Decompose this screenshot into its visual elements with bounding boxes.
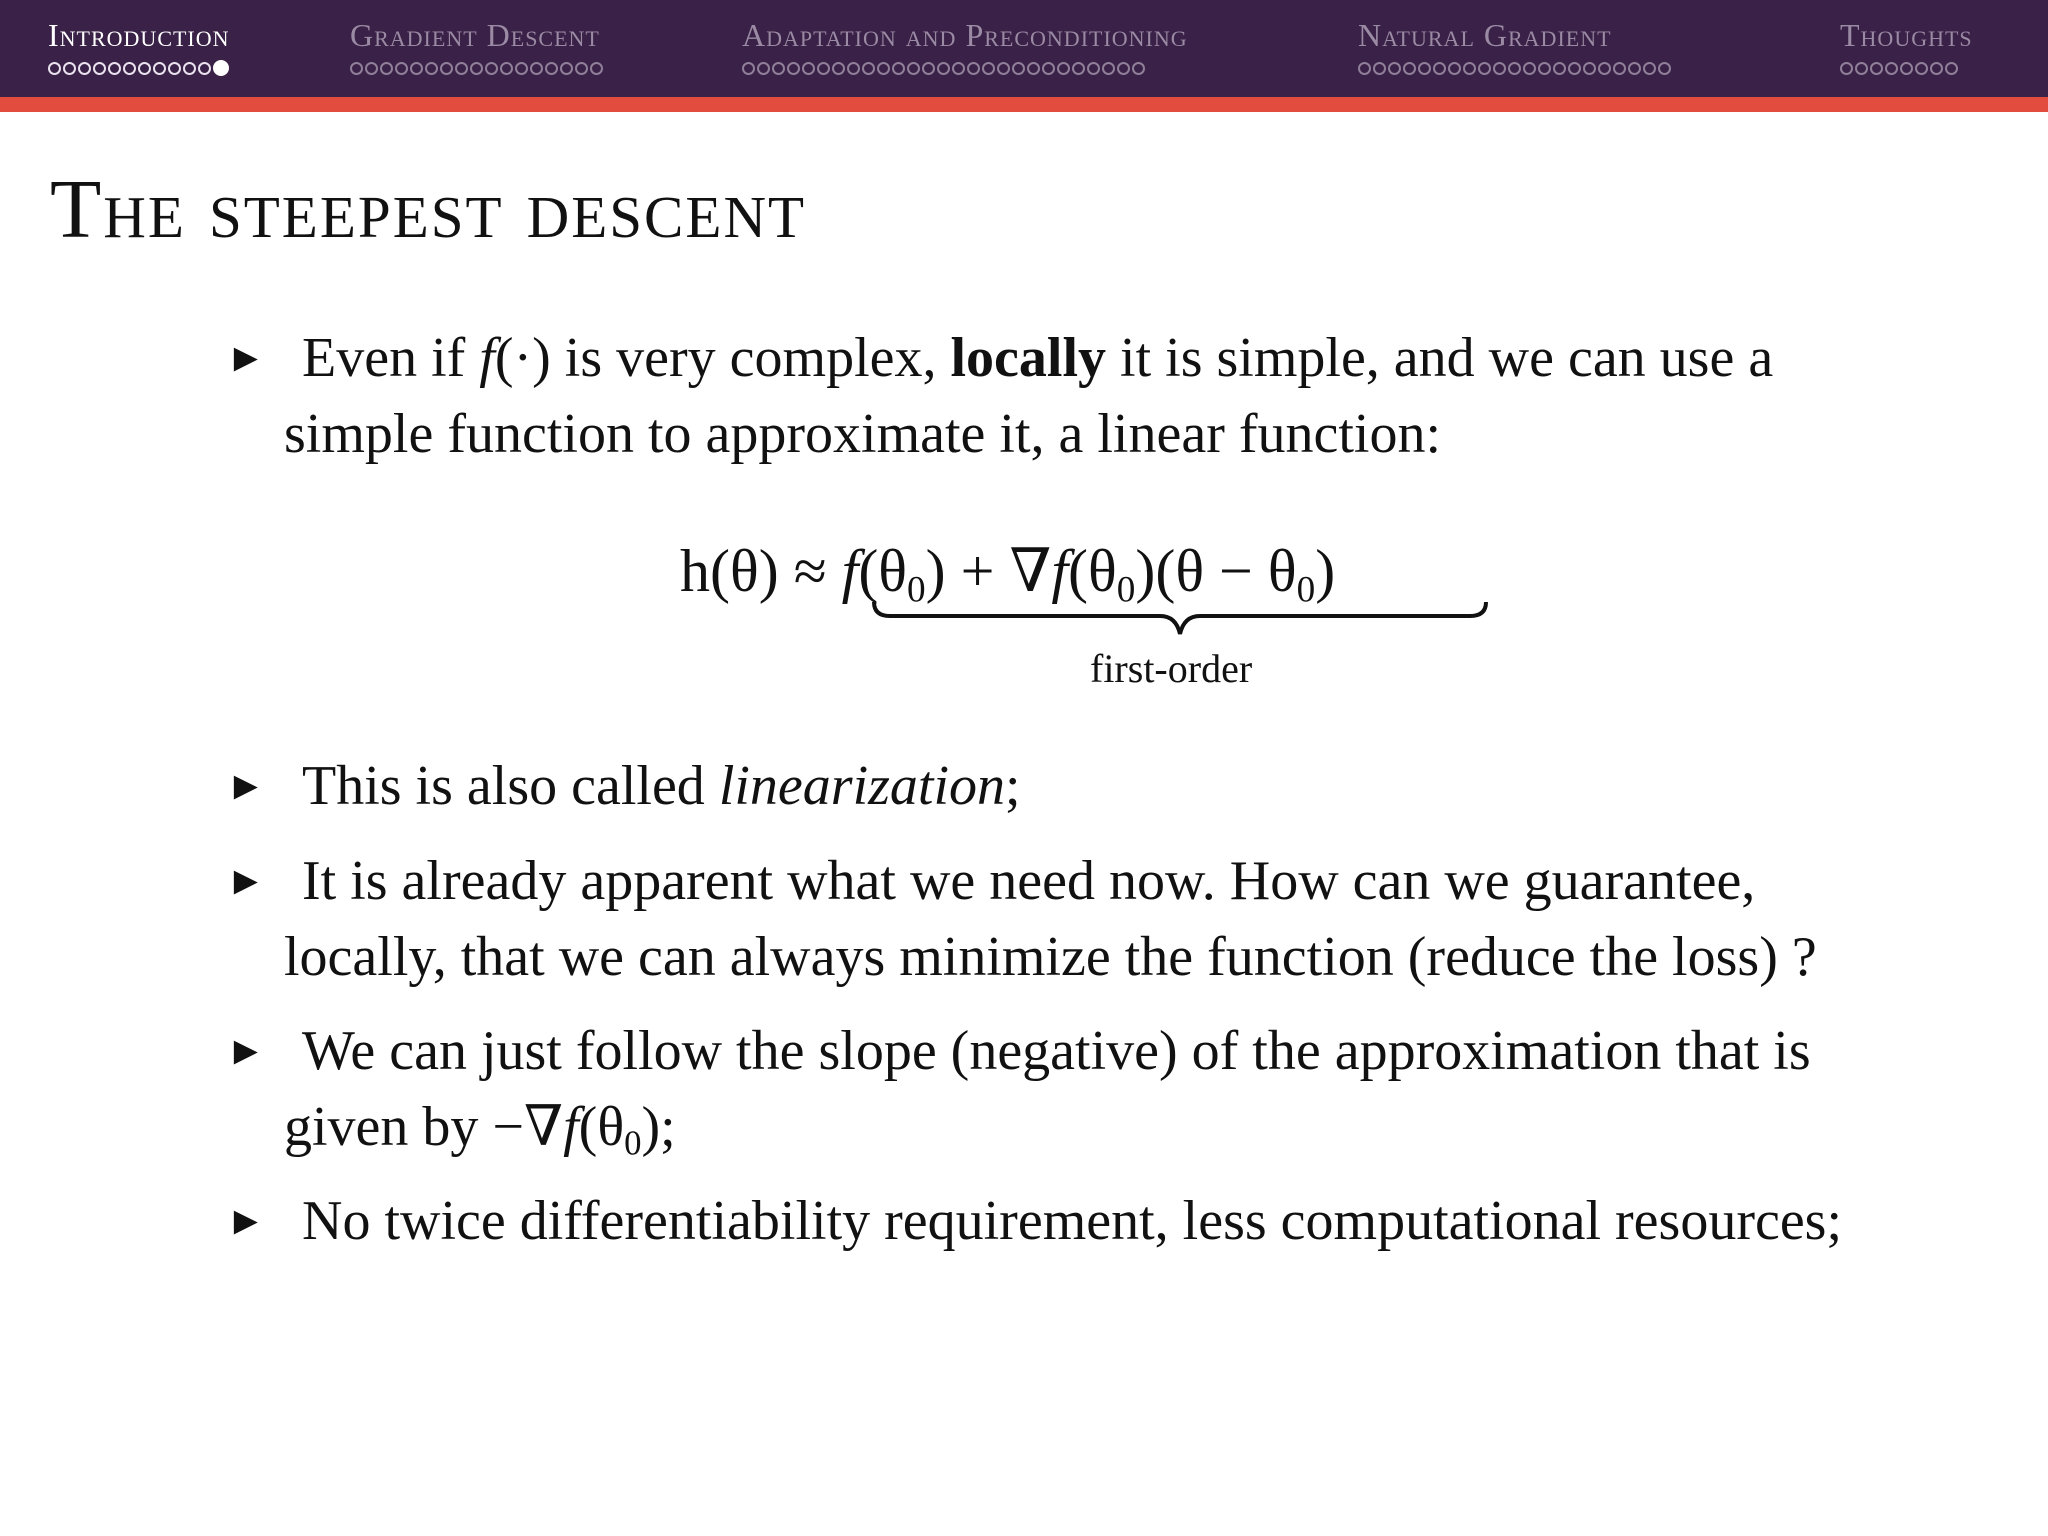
nav-dot[interactable]: [153, 62, 166, 75]
nav-section-title[interactable]: Natural Gradient: [1358, 17, 1612, 53]
bullet-text: It is already apparent what we need now. How can we guarantee, locally, that we can always minimize the function (reduce the loss) ?: [284, 850, 1817, 988]
nav-dot[interactable]: [410, 62, 423, 75]
nav-dot[interactable]: [1403, 62, 1416, 75]
nav-dot[interactable]: [395, 62, 408, 75]
nav-dot[interactable]: [892, 62, 905, 75]
bullet-item-1: [226, 320, 1906, 480]
bullet-text: Even if f(·) is very complex, locally it is simple, and we can use a simple function to approximate it, a linear function:: [284, 327, 1774, 465]
nav-dot[interactable]: [485, 62, 498, 75]
nav-dot[interactable]: [907, 62, 920, 75]
nav-dot[interactable]: [425, 62, 438, 75]
linearization-formula: $h(\theta) \approx f(\theta_0) + \nabla f(\theta_0)(\theta - \theta_0)$: [680, 538, 1336, 611]
nav-dot[interactable]: [1433, 62, 1446, 75]
nav-dot-current[interactable]: [213, 60, 229, 76]
underbrace-icon: [870, 600, 1490, 640]
nav-dot[interactable]: [198, 62, 211, 75]
nav-dot[interactable]: [982, 62, 995, 75]
nav-dot[interactable]: [1358, 62, 1371, 75]
nav-dot[interactable]: [1418, 62, 1431, 75]
bullet-item-4: [226, 1013, 1906, 1173]
nav-dot[interactable]: [380, 62, 393, 75]
nav-dot[interactable]: [1628, 62, 1641, 75]
bullet-text: This is also called linearization;: [302, 755, 1021, 817]
navigation-bar: [0, 0, 2048, 97]
nav-dot[interactable]: [1027, 62, 1040, 75]
bullet-marker-icon: ►: [226, 763, 266, 808]
nav-dot[interactable]: [1012, 62, 1025, 75]
nav-section-adaptation[interactable]: [742, 18, 1188, 78]
nav-dot[interactable]: [78, 62, 91, 75]
nav-dot[interactable]: [440, 62, 453, 75]
nav-section-title[interactable]: Thoughts: [1840, 17, 1973, 53]
nav-dot[interactable]: [742, 62, 755, 75]
nav-dot[interactable]: [183, 62, 196, 75]
nav-dot[interactable]: [967, 62, 980, 75]
nav-dot[interactable]: [1478, 62, 1491, 75]
nav-dot[interactable]: [1523, 62, 1536, 75]
nav-dot[interactable]: [560, 62, 573, 75]
nav-dot[interactable]: [530, 62, 543, 75]
slide-title: The steepest descent: [50, 163, 807, 256]
nav-dot[interactable]: [1915, 62, 1928, 75]
nav-dots[interactable]: [1358, 58, 1671, 78]
nav-dot[interactable]: [997, 62, 1010, 75]
nav-dot[interactable]: [1448, 62, 1461, 75]
bullet-text: We can just follow the slope (negative) of the approximation that is given by $-\nabla f(\theta_0)$;: [284, 1020, 1811, 1163]
bullet-marker-icon: ►: [226, 1198, 266, 1243]
nav-dot[interactable]: [772, 62, 785, 75]
nav-dot[interactable]: [787, 62, 800, 75]
underbrace-label: first-order: [1090, 646, 1253, 691]
nav-dot[interactable]: [93, 62, 106, 75]
nav-dot[interactable]: [862, 62, 875, 75]
bullet-item-5: [226, 1183, 1906, 1263]
nav-dots[interactable]: [350, 58, 603, 78]
nav-dot[interactable]: [1508, 62, 1521, 75]
nav-dot[interactable]: [1885, 62, 1898, 75]
nav-dot[interactable]: [877, 62, 890, 75]
nav-dot[interactable]: [1072, 62, 1085, 75]
nav-section-introduction[interactable]: [48, 18, 230, 78]
nav-dot[interactable]: [545, 62, 558, 75]
nav-section-title[interactable]: Adaptation and Preconditioning: [742, 17, 1188, 53]
nav-dot[interactable]: [1613, 62, 1626, 75]
nav-section-natural-gradient[interactable]: [1358, 18, 1671, 78]
bullet-text: No twice differentiability requirement, less computational resources;: [302, 1190, 1843, 1252]
nav-dot[interactable]: [1658, 62, 1671, 75]
nav-section-title[interactable]: Introduction: [48, 17, 230, 53]
nav-dot[interactable]: [63, 62, 76, 75]
nav-dot[interactable]: [1463, 62, 1476, 75]
nav-dot[interactable]: [1132, 62, 1145, 75]
nav-dot[interactable]: [1855, 62, 1868, 75]
nav-dot[interactable]: [1087, 62, 1100, 75]
bullet-marker-icon: ►: [226, 335, 266, 380]
nav-dot[interactable]: [1870, 62, 1883, 75]
nav-dot[interactable]: [1598, 62, 1611, 75]
nav-dot[interactable]: [1553, 62, 1566, 75]
nav-dot[interactable]: [1057, 62, 1070, 75]
accent-bar: [0, 97, 2048, 112]
nav-dot[interactable]: [575, 62, 588, 75]
nav-dot[interactable]: [1643, 62, 1656, 75]
nav-dot[interactable]: [1388, 62, 1401, 75]
nav-dot[interactable]: [832, 62, 845, 75]
nav-dot[interactable]: [1373, 62, 1386, 75]
nav-dot[interactable]: [1493, 62, 1506, 75]
nav-dots[interactable]: [742, 58, 1188, 78]
nav-dot[interactable]: [108, 62, 121, 75]
bullet-marker-icon: ►: [226, 1028, 266, 1073]
nav-dot[interactable]: [590, 62, 603, 75]
nav-dot[interactable]: [350, 62, 363, 75]
nav-section-title[interactable]: Gradient Descent: [350, 17, 600, 53]
bullet-item-3: [226, 843, 1906, 1003]
nav-dot[interactable]: [138, 62, 151, 75]
nav-dot[interactable]: [365, 62, 378, 75]
nav-dot[interactable]: [817, 62, 830, 75]
nav-dot[interactable]: [847, 62, 860, 75]
nav-section-gradient-descent[interactable]: [350, 18, 603, 78]
nav-dot[interactable]: [168, 62, 181, 75]
nav-dot[interactable]: [937, 62, 950, 75]
nav-dot[interactable]: [1930, 62, 1943, 75]
nav-dots[interactable]: [1840, 58, 1973, 78]
nav-dots[interactable]: [48, 58, 230, 78]
nav-dot[interactable]: [123, 62, 136, 75]
nav-dot[interactable]: [1102, 62, 1115, 75]
nav-dot[interactable]: [1568, 62, 1581, 75]
nav-dot[interactable]: [1583, 62, 1596, 75]
nav-dot[interactable]: [470, 62, 483, 75]
nav-dot[interactable]: [1538, 62, 1551, 75]
nav-dot[interactable]: [515, 62, 528, 75]
nav-dot[interactable]: [1117, 62, 1130, 75]
nav-dot[interactable]: [48, 62, 61, 75]
nav-dot[interactable]: [455, 62, 468, 75]
nav-dot[interactable]: [1840, 62, 1853, 75]
nav-dot[interactable]: [1042, 62, 1055, 75]
nav-dot[interactable]: [500, 62, 513, 75]
nav-section-thoughts[interactable]: [1840, 18, 1973, 78]
bullet-marker-icon: ►: [226, 858, 266, 903]
nav-dot[interactable]: [922, 62, 935, 75]
nav-dot[interactable]: [1945, 62, 1958, 75]
nav-dot[interactable]: [1900, 62, 1913, 75]
nav-dot[interactable]: [952, 62, 965, 75]
nav-dot[interactable]: [757, 62, 770, 75]
bullet-item-2: [226, 748, 1906, 828]
nav-dot[interactable]: [802, 62, 815, 75]
